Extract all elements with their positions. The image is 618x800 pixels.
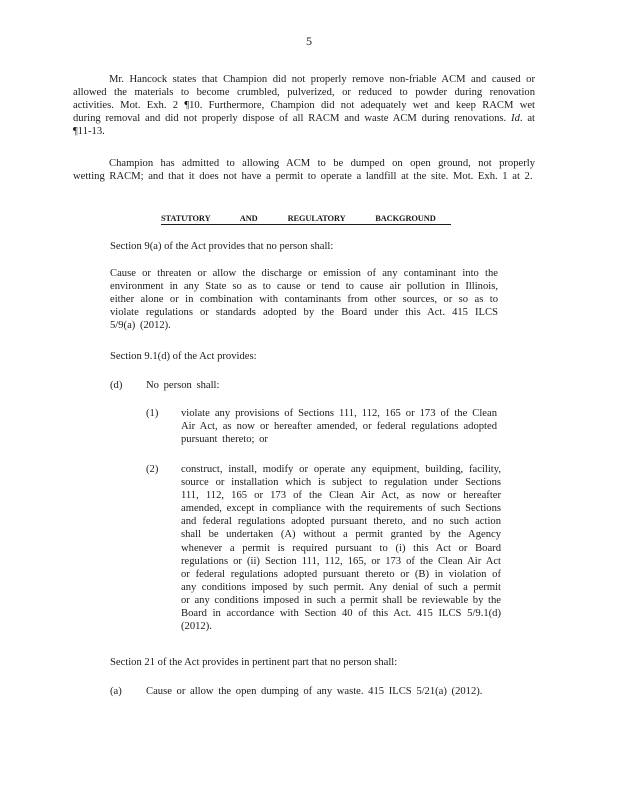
- section-91d-lead: Section 9.1(d) of the Act provides:: [110, 351, 257, 362]
- paragraph-hancock-text: Mr. Hancock states that Champion did not properly remove non-friable ACM and caused or allowed the materials to become crumbled, pulverized, or reduced to powder during renovation activities. Mot. Exh. 2 ¶10. Furthermore, Champion did not adequately wet and keep RACM wet during removal and did not properly dispose of all RACM and waste ACM during renovations.: [73, 74, 535, 125]
- list-label-a: (a): [110, 686, 122, 697]
- list-text-d: No person shall:: [146, 380, 220, 391]
- page-number: 5: [306, 34, 312, 48]
- section-heading: STATUTORY AND REGULATORY BACKGROUND: [161, 214, 451, 225]
- paragraph-hancock-citation: . at ¶11-13.: [73, 113, 535, 138]
- list-text-2: construct, install, modify or operate any equipment, building, facility, source or installation which is subject to regulation under Sections 111, 112, 165 or 173 of the Clean Air Act, as now or hereafter amended, except in compliance with the requirements of such Sections and federal regulations adopted pursuant thereto, and no such action shall be undertaken (A) without a permit granted by the Agency whenever a permit is required pursuant to (i) this Act or Board regulations or (ii) Section 111, 112, 165, or 173 of the Clean Air Act or federal regulations adopted pursuant thereto or (B) in violation of any conditions imposed by such permit. Any denial of such a permit or any conditions imposed in such a permit shall be reviewable by the Board in accordance with Section 40 of this Act. 415 ILCS 5/9.1(d) (2012).: [181, 464, 501, 633]
- paragraph-champion-admission: Champion has admitted to allowing ACM to be dumped on open ground, not properly wetting RACM; and that it does not have a permit to operate a landfill at the site. Mot. Exh. 1 at 2.: [73, 158, 535, 183]
- id-citation: Id: [511, 113, 520, 125]
- list-text-a: Cause or allow the open dumping of any waste. 415 ILCS 5/21(a) (2012).: [146, 686, 483, 697]
- list-label-d: (d): [110, 380, 123, 391]
- section-21-lead: Section 21 of the Act provides in pertinent part that no person shall:: [110, 657, 398, 668]
- list-label-1: (1): [146, 408, 159, 419]
- list-label-2: (2): [146, 464, 159, 475]
- section-9a-quote: Cause or threaten or allow the discharge or emission of any contaminant into the environment in any State so as to cause or tend to cause air pollution in Illinois, either alone or in combination with contaminants from other sources, or so as to violate regulations or standards adopted by the Board under this Act. 415 ILCS 5/9(a) (2012).: [110, 268, 498, 332]
- list-text-1: violate any provisions of Sections 111, 112, 165 or 173 of the Clean Air Act, as now or hereafter amended, or federal regulations adopted pursuant thereto; or: [181, 408, 497, 446]
- section-9a-lead: Section 9(a) of the Act provides that no person shall:: [110, 241, 334, 252]
- paragraph-hancock-statement: [73, 73, 535, 138]
